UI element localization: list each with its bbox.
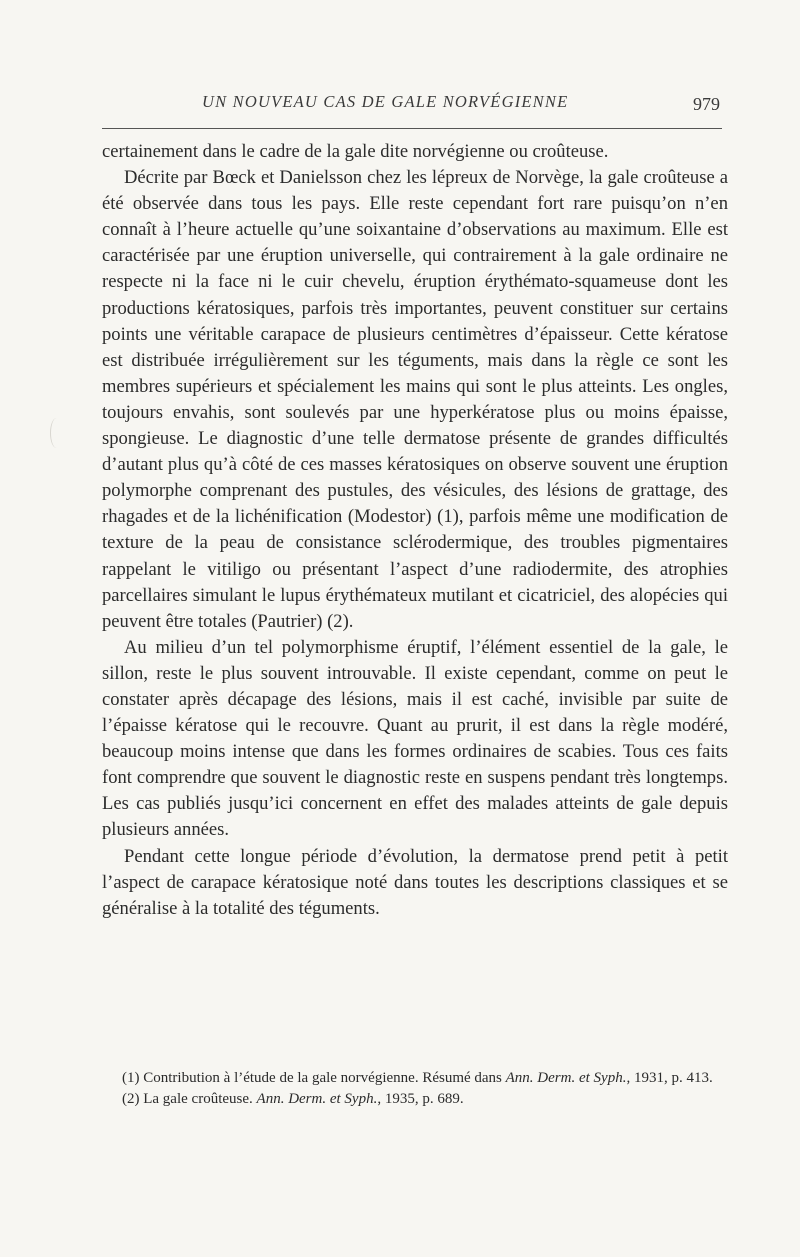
footnote-citation: , 1931, p. 413. (626, 1070, 713, 1086)
footnote-citation: , 1935, p. 689. (377, 1090, 464, 1107)
margin-mark (50, 418, 63, 448)
page-number: 979 (693, 94, 720, 114)
footnote-text: (2) La gale croûteuse. (122, 1090, 257, 1107)
page-header (102, 92, 724, 118)
footnote-2 (102, 1089, 728, 1110)
paragraph: Décrite par Bœck et Danielsson chez les lépreux de Norvège, la gale croûteuse a été observée dans tous les pays. Elle reste cependant fort rare puisqu’on n’en connaît à l’heure actuelle qu’une soixantaine d’observations au maximum. Elle est caractérisée par une éruption universelle, qui contrairement à la gale ordinaire ne respecte ni la face ni le cuir chevelu, éruption érythémato-squameuse dont les productions kératosiques, parfois très importantes, peuvent constituer sur certains points une véritable carapace de plusieurs centimètres d’épaisseur. Cette kératose est distribuée irrégulièrement sur les téguments, mais dans la règle ce sont les membres supérieurs et spécialement les mains qui sont le plus atteints. Les ongles, toujours envahis, sont soulevés par une hyperkératose plus ou moins épaisse, spongieuse. Le diagnostic d’une telle dermatose présente de grandes difficultés d’autant plus qu’à côté de ces masses kératosiques on observe souvent une éruption polymorphe comprenant des pustules, des vésicules, des lésions de grattage, des rhagades et de la lichénification (Modestor) (1), parfois même une modification de texture de la peau de consistance sclérodermique, des troubles pigmentaires rappelant le vitiligo ou présentant l’aspect d’une radiodermite, des atrophies parcellaires simulant le lupus érythémateux mutilant et cicatriciel, des alopécies qui peuvent être totales (Pautrier) (2). (102, 167, 728, 632)
header-rule (102, 128, 722, 129)
footnotes (102, 1068, 728, 1109)
footnote-1 (102, 1068, 728, 1089)
paragraph: Au milieu d’un tel polymorphisme éruptif, l’élément essentiel de la gale, le sillon, reste le plus souvent introuvable. Il existe cependant, comme on peut le constater après décapage des lésions, mais il est caché, invisible par suite de l’épaisse kératose qui le recouvre. Quant au prurit, il est dans la règle modéré, beaucoup moins intense que dans les formes ordinaires de scabies. Tous ces faits font comprendre que souvent le diagnostic reste en suspens pendant très longtemps. Les cas publiés jusqu’ici concernent en effet des malades atteints de gale depuis plusieurs années. (102, 636, 728, 841)
body-text (102, 139, 728, 922)
journal-reference: Ann. Derm. et Syph. (256, 1090, 378, 1107)
paragraph: Pendant cette longue période d’évolution, la dermatose prend petit à petit l’aspect de carapace kératosique noté dans toutes les descriptions classiques et se généralise à la totalité des téguments. (102, 845, 728, 919)
paragraph-continued: certainement dans le cadre de la gale dite norvégienne ou croûteuse. (102, 141, 609, 162)
running-title: UN NOUVEAU CAS DE GALE NORVÉGIENNE (202, 92, 569, 111)
footnote-text: (1) Contribution à l’étude de la gale norvégienne. Résumé dans (122, 1070, 506, 1086)
journal-reference: Ann. Derm. et Syph. (505, 1070, 627, 1086)
